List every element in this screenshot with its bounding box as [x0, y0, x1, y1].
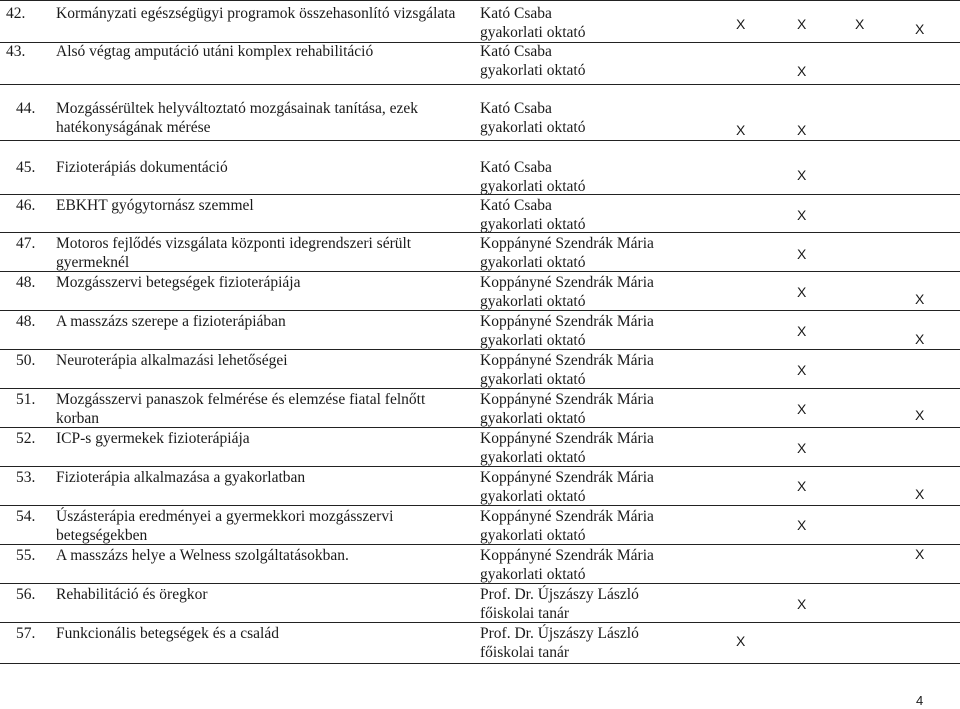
row-number: 48.: [16, 274, 36, 291]
row-title: Mozgásszervi panaszok felmérése és elemzése fiatal felnőtt korban: [56, 391, 426, 427]
row-title: Fizioterápia alkalmazása a gyakorlatban: [56, 469, 306, 486]
teacher-role: gyakorlati oktató: [480, 332, 586, 349]
teacher-name: Koppányné Szendrák Mária: [480, 391, 654, 408]
table-top-border: [0, 0, 960, 1]
row-number: 45.: [16, 159, 36, 176]
mark-x: X: [797, 362, 807, 378]
mark-x: X: [915, 21, 925, 37]
mark-x: X: [797, 596, 807, 612]
teacher-name: Koppányné Szendrák Mária: [480, 352, 654, 369]
teacher-role: gyakorlati oktató: [480, 293, 586, 310]
row-divider: [0, 427, 960, 428]
row-number: 50.: [16, 352, 36, 369]
teacher-name: Prof. Dr. Újszászy László: [480, 625, 639, 642]
mark-x: X: [797, 401, 807, 417]
mark-x: X: [797, 440, 807, 456]
teacher-role: gyakorlati oktató: [480, 410, 586, 427]
mark-x: X: [915, 486, 925, 502]
teacher-role: főiskolai tanár: [480, 644, 570, 661]
row-number: 42.: [6, 5, 26, 22]
mark-x: X: [736, 122, 746, 138]
teacher-role: gyakorlati oktató: [480, 178, 586, 195]
row-title: Motoros fejlődés vizsgálata központi idegrendszeri sérült gyermeknél: [56, 235, 412, 271]
row-title: ICP-s gyermekek fizioterápiája: [56, 430, 250, 447]
row-divider: [0, 84, 960, 85]
teacher-name: Kató Csaba: [480, 159, 552, 176]
teacher-name: Koppányné Szendrák Mária: [480, 469, 654, 486]
row-number: 55.: [16, 547, 36, 564]
teacher-name: Kató Csaba: [480, 100, 552, 117]
teacher-name: Koppányné Szendrák Mária: [480, 313, 654, 330]
row-number: 53.: [16, 469, 36, 486]
mark-x: X: [797, 517, 807, 533]
teacher-role: gyakorlati oktató: [480, 527, 586, 544]
mark-x: X: [915, 331, 925, 347]
row-divider: [0, 466, 960, 467]
row-title: EBKHT gyógytornász szemmel: [56, 197, 254, 214]
row-title: Alsó végtag amputáció utáni komplex rehabilitáció: [56, 43, 374, 60]
mark-x: X: [797, 246, 807, 262]
table-bottom-border: [0, 663, 960, 664]
teacher-name: Koppányné Szendrák Mária: [480, 274, 654, 291]
teacher-role: gyakorlati oktató: [480, 216, 586, 233]
row-title: Fizioterápiás dokumentáció: [56, 159, 228, 176]
teacher-name: Kató Csaba: [480, 43, 552, 60]
row-divider: [0, 310, 960, 311]
row-divider: [0, 349, 960, 350]
row-divider: [0, 232, 960, 233]
mark-x: X: [915, 546, 925, 562]
teacher-role: gyakorlati oktató: [480, 62, 586, 79]
row-title: Neuroterápia alkalmazási lehetőségei: [56, 352, 288, 369]
mark-x: X: [797, 63, 807, 79]
teacher-name: Koppányné Szendrák Mária: [480, 235, 654, 252]
mark-x: X: [915, 407, 925, 423]
teacher-role: főiskolai tanár: [480, 605, 570, 622]
mark-x: X: [855, 16, 865, 32]
row-number: 57.: [16, 625, 36, 642]
mark-x: X: [797, 122, 807, 138]
mark-x: X: [797, 478, 807, 494]
row-title: Úszásterápia eredményei a gyermekkori mozgásszervi betegségekben: [56, 508, 394, 544]
teacher-role: gyakorlati oktató: [480, 371, 586, 388]
row-divider: [0, 622, 960, 623]
row-number: 52.: [16, 430, 36, 447]
row-number: 47.: [16, 235, 36, 252]
teacher-role: gyakorlati oktató: [480, 254, 586, 271]
row-divider: [0, 140, 960, 141]
row-title: Mozgásszervi betegségek fizioterápiája: [56, 274, 301, 291]
row-divider: [0, 388, 960, 389]
row-title: A masszázs helye a Welness szolgáltatásokban.: [56, 547, 349, 564]
mark-x: X: [797, 16, 807, 32]
teacher-name: Kató Csaba: [480, 5, 552, 22]
row-title: Funkcionális betegségek és a család: [56, 625, 279, 642]
teacher-name: Prof. Dr. Újszászy László: [480, 586, 639, 603]
row-title: Kormányzati egészségügyi programok összehasonlító vizsgálata: [56, 5, 456, 22]
teacher-name: Koppányné Szendrák Mária: [480, 547, 654, 564]
teacher-role: gyakorlati oktató: [480, 24, 586, 41]
mark-x: X: [797, 167, 807, 183]
row-number: 56.: [16, 586, 36, 603]
row-number: 46.: [16, 197, 36, 214]
teacher-name: Koppányné Szendrák Mária: [480, 508, 654, 525]
teacher-name: Koppányné Szendrák Mária: [480, 430, 654, 447]
teacher-role: gyakorlati oktató: [480, 119, 586, 136]
page-number: 4: [916, 693, 924, 708]
mark-x: X: [797, 323, 807, 339]
mark-x: X: [797, 207, 807, 223]
row-number: 54.: [16, 508, 36, 525]
teacher-role: gyakorlati oktató: [480, 449, 586, 466]
row-title: Mozgássérültek helyváltoztató mozgásainak tanítása, ezek hatékonyságának mérése: [56, 100, 418, 136]
row-number: 51.: [16, 391, 36, 408]
row-divider: [0, 194, 960, 195]
row-number: 43.: [6, 43, 26, 60]
row-number: 44.: [16, 100, 36, 117]
teacher-role: gyakorlati oktató: [480, 488, 586, 505]
teacher-role: gyakorlati oktató: [480, 566, 586, 583]
mark-x: X: [915, 291, 925, 307]
row-title: A masszázs szerepe a fizioterápiában: [56, 313, 286, 330]
mark-x: X: [797, 284, 807, 300]
row-divider: [0, 583, 960, 584]
mark-x: X: [736, 633, 746, 649]
row-number: 48.: [16, 313, 36, 330]
mark-x: X: [736, 16, 746, 32]
row-divider: [0, 505, 960, 506]
teacher-name: Kató Csaba: [480, 197, 552, 214]
row-divider: [0, 544, 960, 545]
row-title: Rehabilitáció és öregkor: [56, 586, 208, 603]
row-divider: [0, 271, 960, 272]
